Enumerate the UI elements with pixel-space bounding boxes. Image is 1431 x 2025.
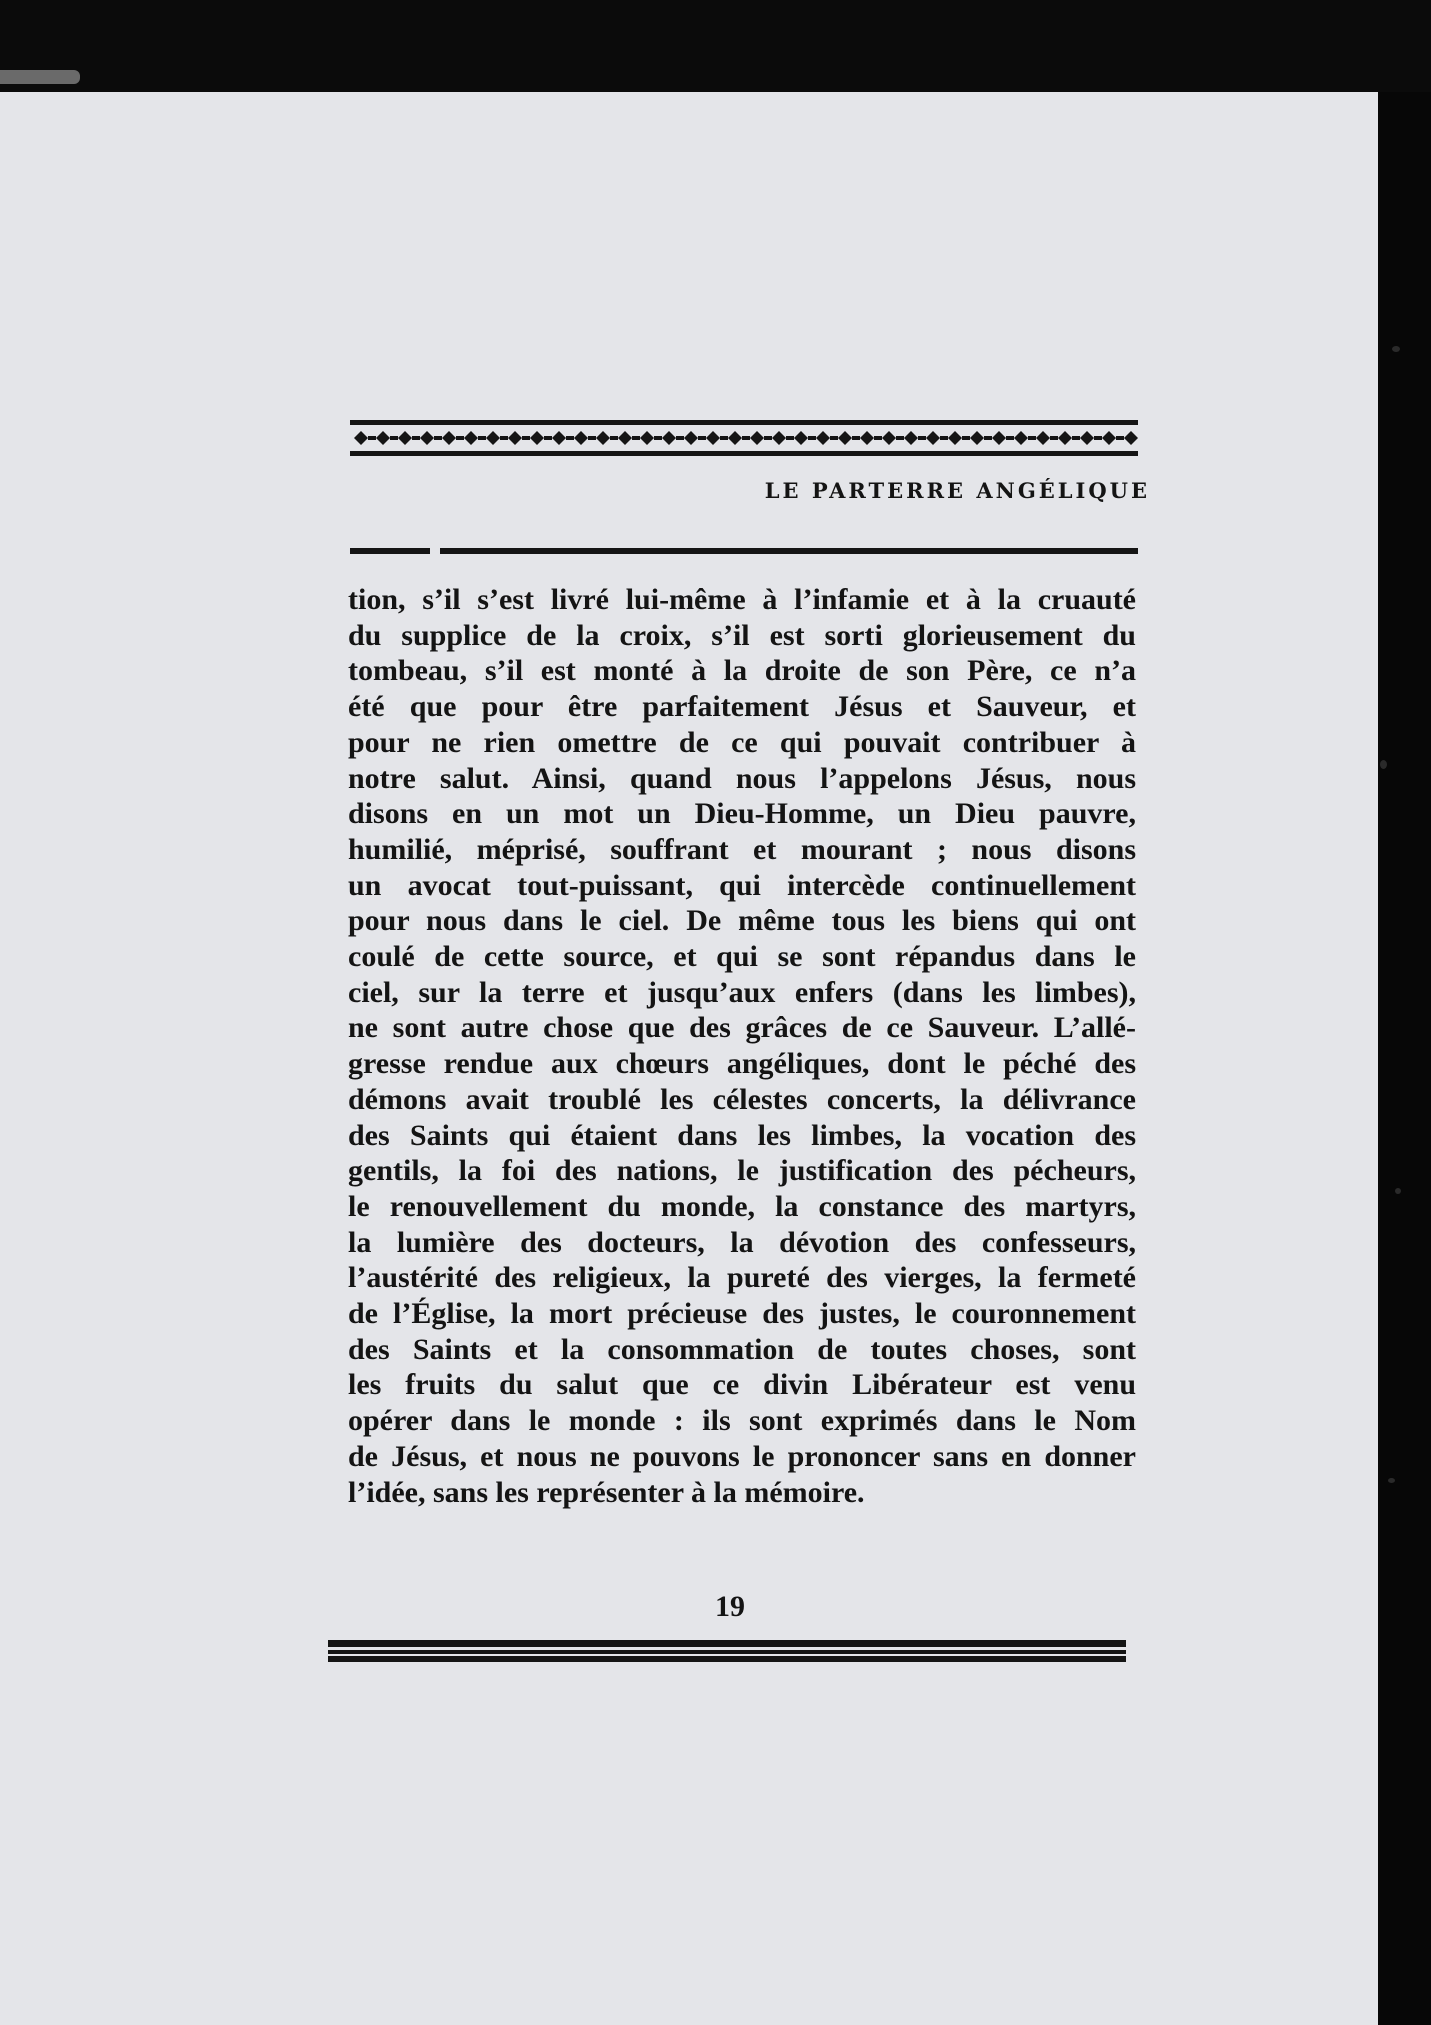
ornamental-header-band — [350, 420, 1138, 456]
text-line: du supplice de la croix, s’il est sorti glorieusement du — [348, 618, 1136, 652]
text-line: gentils, la foi des nations, le justification des pécheurs, — [348, 1154, 1136, 1188]
page-number: 19 — [715, 1590, 745, 1623]
text-line: pour ne rien omettre de ce qui pouvait contribuer à — [348, 725, 1136, 759]
scan-speck — [1392, 346, 1400, 352]
running-head: LE PARTERRE ANGÉLIQUE — [764, 478, 1150, 503]
footer-rule — [328, 1640, 1126, 1662]
text-line: pour nous dans le ciel. De même tous les biens qui ont — [348, 904, 1136, 938]
scan-speck — [1395, 1188, 1401, 1194]
text-line: coulé de cette source, et qui se sont répandus dans le — [348, 940, 1136, 974]
text-line: la lumière des docteurs, la dévotion des confesseurs, — [348, 1225, 1136, 1259]
text-line: des Saints et la consommation de toutes choses, sont — [348, 1332, 1136, 1366]
text-line: de Jésus, et nous ne pouvons le prononcer sans en donner — [348, 1439, 1136, 1473]
book-spine-shadow — [1378, 92, 1431, 2025]
scan-speck — [1380, 760, 1387, 769]
text-line: tombeau, s’il est monté à la droite de son Père, ce n’a — [348, 654, 1136, 688]
text-line: un avocat tout-puissant, qui intercède continuellement — [348, 868, 1136, 902]
text-line: opérer dans le monde : ils sont exprimés dans le Nom — [348, 1404, 1136, 1438]
body-paragraph — [348, 582, 1136, 1510]
text-line: notre salut. Ainsi, quand nous l’appelons Jésus, nous — [348, 761, 1136, 795]
text-line: gresse rendue aux chœurs angéliques, dont le péché des — [348, 1047, 1136, 1081]
text-line: des Saints qui étaient dans les limbes, la vocation des — [348, 1118, 1136, 1152]
text-line: le renouvellement du monde, la constance des martyrs, — [348, 1189, 1136, 1223]
text-line: ciel, sur la terre et jusqu’aux enfers (dans les limbes), — [348, 975, 1136, 1009]
text-line: ne sont autre chose que des grâces de ce Sauveur. L’allé- — [348, 1011, 1136, 1045]
text-line: été que pour être parfaitement Jésus et Sauveur, et — [348, 690, 1136, 724]
text-line: disons en un mot un Dieu-Homme, un Dieu pauvre, — [348, 797, 1136, 831]
text-line: tion, s’il s’est livré lui-même à l’infamie et à la cruauté — [348, 583, 1136, 616]
text-line: humilié, méprisé, souffrant et mourant ; nous disons — [348, 832, 1136, 866]
text-line: démons avait troublé les célestes concerts, la délivrance — [348, 1082, 1136, 1116]
text-line: l’austérité des religieux, la pureté des vierges, la fermeté — [348, 1261, 1136, 1295]
text-line: de l’Église, la mort précieuse des justes, le couronnement — [348, 1297, 1136, 1331]
text-line: l’idée, sans les représenter à la mémoire. — [348, 1475, 865, 1509]
scan-speck — [1388, 1478, 1395, 1483]
header-rule — [350, 548, 1138, 554]
binding-edge — [0, 70, 80, 84]
text-line: les fruits du salut que ce divin Libérateur est venu — [348, 1368, 1136, 1402]
